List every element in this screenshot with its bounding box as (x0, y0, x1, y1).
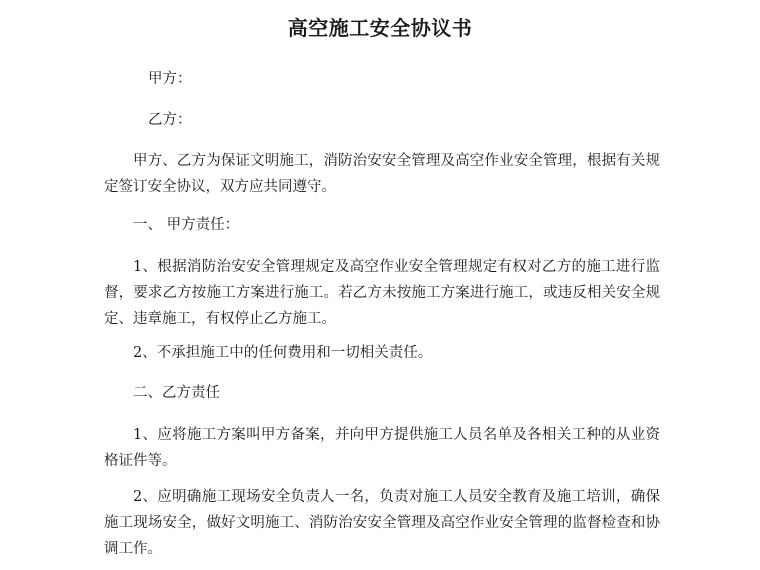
party-a-label: 甲方： (148, 71, 192, 87)
section-1-heading: 一、 甲方责任： (133, 217, 240, 233)
document-title: 高空施工安全协议书 (287, 16, 473, 40)
intro-paragraph: 甲方、乙方为保证文明施工，消防治安安全管理及高空作业安全管理，根据有关规定签订安全协议，双方应共同遵守。 (104, 153, 660, 195)
party-b-label: 乙方： (148, 112, 192, 128)
section-1-item-2: 2、不承担施工中的任何费用和一切相关责任。 (133, 345, 433, 361)
section-2-item-1: 1、应将施工方案叫甲方备案，并向甲方提供施工人员名单及各相关工种的从业资格证件等。 (104, 427, 660, 469)
section-2-heading: 二、乙方责任 (133, 385, 220, 401)
section-1-item-1: 1、根据消防治安安全管理规定及高空作业安全管理规定有权对乙方的施工进行监督，要求乙方按施工方案进行施工。若乙方未按施工方案进行施工，或违反相关安全规定、违章施工，有权停止乙方施工。 (104, 259, 660, 327)
section-2-item-2: 2、应明确施工现场安全负责人一名，负责对施工人员安全教育及施工培训，确保施工现场安全，做好文明施工、消防治安安全管理及高空作业安全管理的监督检查和协调工作。 (104, 489, 660, 557)
